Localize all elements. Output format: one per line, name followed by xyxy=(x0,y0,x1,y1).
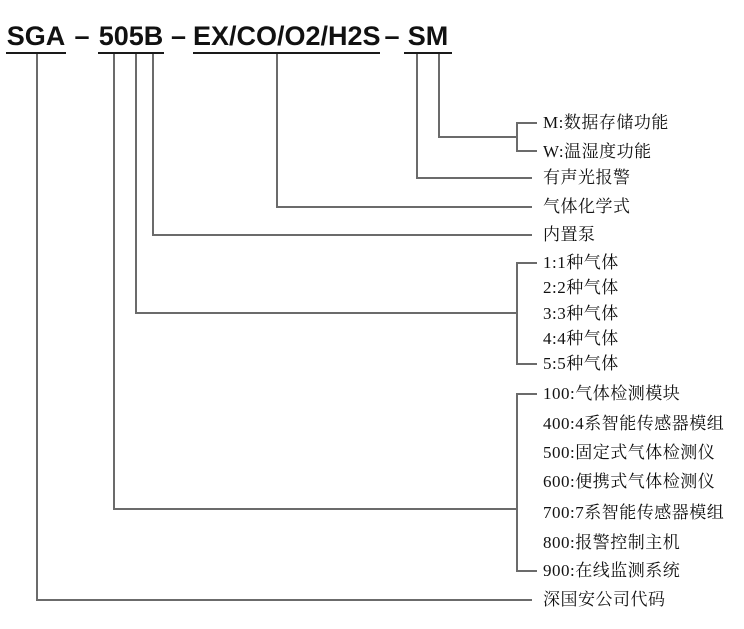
label-company-code: 深国安公司代码 xyxy=(543,589,666,609)
label-sound-light-alarm: 有声光报警 xyxy=(543,167,631,187)
label-series-100: 100:气体检测模块 xyxy=(543,383,681,403)
bracket-series-stub-bottom xyxy=(516,570,537,572)
line-pump-vertical xyxy=(152,54,154,236)
bracket-mw-stub-bottom xyxy=(516,150,537,152)
label-gas-formula: 气体化学式 xyxy=(543,196,631,216)
line-formula-horizontal xyxy=(276,206,532,208)
label-series-800: 800:报警控制主机 xyxy=(543,532,681,552)
line-gascount-horizontal xyxy=(135,312,518,314)
line-mw-vertical xyxy=(438,54,440,138)
line-mw-horizontal xyxy=(438,136,518,138)
bracket-mw-spine xyxy=(516,122,518,152)
line-sga-horizontal xyxy=(36,599,532,601)
line-alarm-vertical xyxy=(416,54,418,179)
line-series-horizontal xyxy=(113,508,518,510)
line-pump-horizontal xyxy=(152,234,532,236)
label-series-500: 500:固定式气体检测仪 xyxy=(543,442,716,462)
segment-model: 505B xyxy=(98,22,164,54)
separator-dash-1: – xyxy=(74,21,90,51)
label-built-in-pump: 内置泵 xyxy=(543,224,596,244)
segment-manufacturer: SGA xyxy=(6,22,66,54)
bracket-gascount-stub-bottom xyxy=(516,363,537,365)
bracket-series-stub-top xyxy=(516,393,537,395)
label-gas-count-3: 3:3种气体 xyxy=(543,303,619,323)
label-gas-count-2: 2:2种气体 xyxy=(543,277,619,297)
line-formula-vertical xyxy=(276,54,278,208)
segment-gases: EX/CO/O2/H2S xyxy=(193,22,380,54)
line-sga-vertical xyxy=(36,54,38,601)
label-gas-count-4: 4:4种气体 xyxy=(543,328,619,348)
separator-dash-2: – xyxy=(170,21,187,51)
segment-suffix: SM xyxy=(404,22,452,54)
bracket-mw-stub-top xyxy=(516,122,537,124)
label-gas-count-5: 5:5种气体 xyxy=(543,353,619,373)
label-w-temp-humidity: W:温湿度功能 xyxy=(543,141,652,161)
label-series-600: 600:便携式气体检测仪 xyxy=(543,471,716,491)
bracket-series-spine xyxy=(516,393,518,572)
line-series-vertical xyxy=(113,54,115,510)
separator-dash-3: – xyxy=(384,21,400,51)
bracket-gascount-stub-top xyxy=(516,262,537,264)
label-series-700: 700:7系智能传感器模组 xyxy=(543,502,725,522)
label-series-900: 900:在线监测系统 xyxy=(543,560,681,580)
label-series-400: 400:4系智能传感器模组 xyxy=(543,413,725,433)
line-alarm-horizontal xyxy=(416,177,532,179)
line-gascount-vertical xyxy=(135,54,137,314)
label-gas-count-1: 1:1种气体 xyxy=(543,252,619,272)
label-m-storage: M:数据存储功能 xyxy=(543,112,669,132)
bracket-gascount-spine xyxy=(516,262,518,365)
